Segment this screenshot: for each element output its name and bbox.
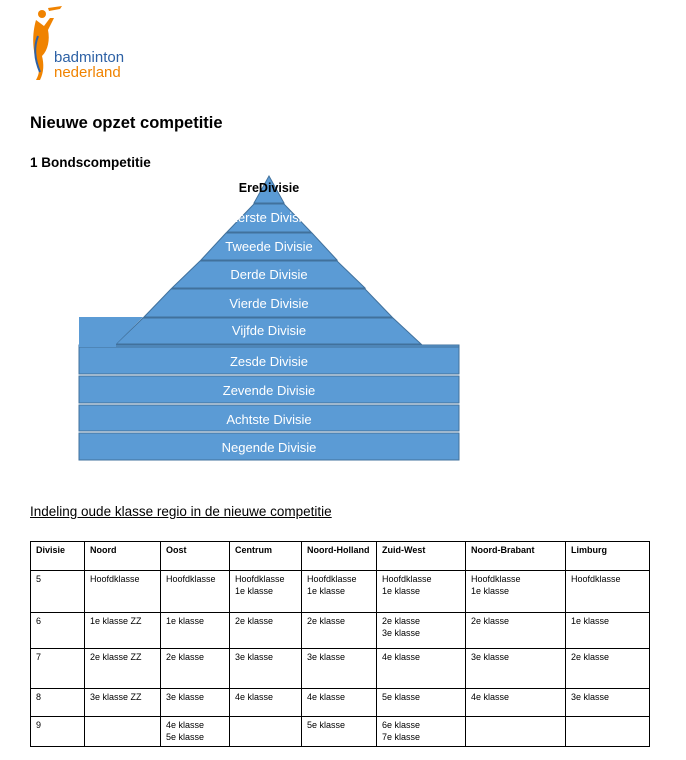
cell-line: 2e klasse	[307, 616, 346, 626]
cell-line: 3e klasse	[166, 692, 205, 702]
cell-line: 1e klasse	[382, 586, 421, 596]
table-cell	[377, 613, 466, 649]
table-cell	[377, 649, 466, 689]
table-row	[31, 613, 650, 649]
table-cell	[161, 717, 230, 747]
cell-line: 3e klasse	[235, 652, 274, 662]
table-cell	[161, 613, 230, 649]
table-row	[31, 571, 650, 613]
cell-line: 1e klasse	[307, 586, 346, 596]
table-cell	[302, 689, 377, 717]
column-header: Noord	[85, 542, 161, 571]
cell-line: Hoofdklasse	[235, 574, 285, 584]
pyramid-label-base: Negende Divisie	[221, 440, 317, 455]
column-header: Limburg	[566, 542, 650, 571]
cell-line: 3e klasse	[382, 628, 421, 638]
table-cell	[377, 717, 466, 747]
table-cell	[230, 649, 302, 689]
cell-line: 4e klasse	[471, 692, 510, 702]
cell-line: 3e klasse	[307, 652, 346, 662]
cell-line: 4e klasse	[166, 720, 205, 730]
cell-line: 2e klasse	[471, 616, 510, 626]
table-cell	[85, 571, 161, 613]
table-cell	[466, 717, 566, 747]
cell-line: Hoofdklasse	[571, 574, 621, 584]
table-cell	[85, 613, 161, 649]
column-header: Noord-Holland	[302, 542, 377, 571]
division-number-cell: 5	[31, 571, 85, 613]
pyramid-label-base: Zevende Divisie	[222, 383, 316, 398]
pyramid-label-level: Vijfde Divisie	[231, 323, 307, 338]
logo-line-1: badminton	[54, 49, 125, 66]
table-cell	[230, 689, 302, 717]
cell-line: Hoofdklasse	[90, 574, 140, 584]
table-cell	[466, 649, 566, 689]
division-number-cell: 6	[31, 613, 85, 649]
pyramid-label-base: Zesde Divisie	[229, 354, 309, 369]
cell-line: 2e klasse	[571, 652, 610, 662]
division-number-cell: 8	[31, 689, 85, 717]
table-cell	[230, 717, 302, 747]
pyramid-label-level: Eerste Divisie	[229, 210, 309, 225]
cell-line: 4e klasse	[307, 692, 346, 702]
cell-line: 4e klasse	[382, 652, 421, 662]
pyramid-label-top: EreDivisie	[238, 181, 300, 195]
cell-line: 2e klasse	[235, 616, 274, 626]
table-cell	[466, 613, 566, 649]
table-cell	[85, 689, 161, 717]
cell-line: 1e klasse	[166, 616, 205, 626]
division-number-cell: 9	[31, 717, 85, 747]
cell-line: 3e klasse ZZ	[90, 692, 142, 702]
pyramid-label-level: Derde Divisie	[230, 267, 308, 282]
table-cell	[466, 571, 566, 613]
table-cell	[85, 649, 161, 689]
table-cell	[302, 717, 377, 747]
table-cell	[161, 649, 230, 689]
cell-line: 7e klasse	[382, 732, 421, 742]
division-table	[30, 541, 650, 747]
table-cell	[302, 571, 377, 613]
cell-line: 3e klasse	[571, 692, 610, 702]
table-cell	[566, 689, 650, 717]
table-cell	[377, 689, 466, 717]
table-cell	[377, 571, 466, 613]
section-title: 1 Bondscompetitie	[30, 155, 151, 170]
table-row	[31, 717, 650, 747]
table-cell	[566, 571, 650, 613]
table-cell	[566, 613, 650, 649]
column-header: Zuid-West	[377, 542, 466, 571]
cell-line: 6e klasse	[382, 720, 421, 730]
column-header: Divisie	[31, 542, 85, 571]
pyramid-label-base: Achtste Divisie	[226, 412, 312, 427]
cell-line: 1e klasse ZZ	[90, 616, 142, 626]
table-row	[31, 689, 650, 717]
cell-line: 3e klasse	[471, 652, 510, 662]
pyramid-label-level: Vierde Divisie	[229, 296, 309, 311]
table-header-row	[31, 542, 650, 571]
cell-line: 1e klasse	[235, 586, 274, 596]
column-header: Noord-Brabant	[466, 542, 566, 571]
table-caption: Indeling oude klasse regio in de nieuwe competitie	[30, 504, 332, 519]
table-cell	[302, 613, 377, 649]
table-cell	[466, 689, 566, 717]
table-row	[31, 649, 650, 689]
table-cell	[161, 571, 230, 613]
cell-line: 4e klasse	[235, 692, 274, 702]
cell-line: Hoofdklasse	[382, 574, 432, 584]
table-cell	[161, 689, 230, 717]
table-cell	[85, 717, 161, 747]
logo-line-2: nederland	[54, 64, 121, 81]
cell-line: 5e klasse	[166, 732, 205, 742]
table-cell	[566, 717, 650, 747]
cell-line: 2e klasse	[166, 652, 205, 662]
table-cell	[230, 613, 302, 649]
division-number-cell: 7	[31, 649, 85, 689]
cell-line: Hoofdklasse	[471, 574, 521, 584]
pyramid-label-level: Tweede Divisie	[225, 239, 313, 254]
table-body	[31, 571, 650, 747]
column-header: Oost	[161, 542, 230, 571]
table-cell	[566, 649, 650, 689]
cell-line: Hoofdklasse	[166, 574, 216, 584]
cell-line: Hoofdklasse	[307, 574, 357, 584]
column-header: Centrum	[230, 542, 302, 571]
cell-line: 2e klasse	[382, 616, 421, 626]
table-cell	[302, 649, 377, 689]
cell-line: 5e klasse	[382, 692, 421, 702]
table-cell	[230, 571, 302, 613]
page-title: Nieuwe opzet competitie	[30, 114, 223, 132]
cell-line: 1e klasse	[571, 616, 610, 626]
cell-line: 1e klasse	[471, 586, 510, 596]
cell-line: 2e klasse ZZ	[90, 652, 142, 662]
cell-line: 5e klasse	[307, 720, 346, 730]
